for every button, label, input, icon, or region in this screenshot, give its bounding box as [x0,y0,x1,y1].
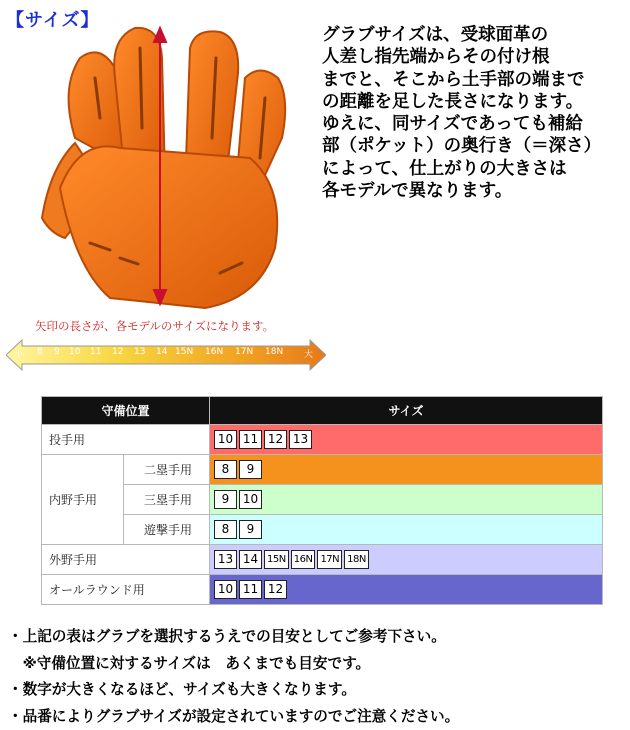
size-chip: 8 [214,520,237,539]
scale-label: 8 [37,347,43,357]
note-line: ・上記の表はグラブを選択するうえでの目安としてご参考下さい。 [8,628,446,645]
scale-label: 10 [69,347,81,357]
note-line: ・数字が大きくなるほど、サイズも大きくなります。 [8,681,356,698]
group-label: 内野手用 [42,455,124,545]
size-chip: 13 [214,550,237,569]
table-row [42,545,603,575]
description-line: 部（ポケット）の奥行き（＝深さ） [322,136,602,157]
size-chip: 12 [264,580,287,599]
size-chip: 8 [214,460,237,479]
size-chip: 11 [239,430,262,449]
size-chip: 12 [264,430,287,449]
size-chip: 14 [239,550,262,569]
size-cell [210,545,603,575]
scale-label: 小 [14,350,24,360]
scale-label: 16N [205,347,224,357]
table-row [42,425,603,455]
position-label: 遊撃手用 [124,515,210,545]
description-line: 各モデルで異なります。 [322,181,513,202]
size-chip: 18N [344,550,369,569]
table-row [42,455,603,485]
position-label: オールラウンド用 [42,575,210,605]
scale-label: 15N [175,347,194,357]
header-position: 守備位置 [42,397,210,425]
size-cell [210,485,603,515]
size-cell [210,425,603,455]
description-line: までと、そこから土手部の端まで [322,69,585,90]
size-chip: 9 [239,520,262,539]
table-row [42,515,603,545]
scale-label: 9 [54,347,60,357]
table-row [42,575,603,605]
size-chip: 9 [214,490,237,509]
description-line: によって、仕上がりの大きさは [322,158,567,179]
scale-label: 14 [156,347,168,357]
note-line: ・品番によりグラブサイズが設定されていますのでご注意ください。 [8,707,460,725]
size-chip: 17N [317,550,342,569]
section-title: 【サイズ】 [6,10,100,31]
size-chip: 15N [264,550,289,569]
size-cell [210,515,603,545]
size-chip: 9 [239,460,262,479]
note-line: ※守備位置に対するサイズは あくまでも目安です。 [8,654,371,672]
notes [8,624,628,730]
scale-label: 13 [134,347,146,357]
scale-label: 11 [90,347,102,357]
arrow-caption: 矢印の長さが、各モデルのサイズになります。 [35,319,275,333]
scale-label: 大 [304,350,314,360]
scale-label: 17N [235,347,254,357]
description [322,24,622,202]
size-cell [210,575,603,605]
position-label: 外野手用 [42,545,210,575]
size-table [41,396,603,605]
table-row [42,485,603,515]
size-chip: 11 [239,580,262,599]
size-chip: 10 [214,430,237,449]
position-label: 二塁手用 [124,455,210,485]
position-label: 投手用 [42,425,210,455]
size-cell [210,455,603,485]
size-chip: 13 [289,430,312,449]
size-chip: 16N [291,550,316,569]
header-size: サイズ [210,397,603,425]
size-chip: 10 [239,490,262,509]
glove-image [20,18,320,318]
description-line: ゆえに、同サイズであっても補給 [322,114,583,135]
position-label: 三塁手用 [124,485,210,515]
scale-labels [6,347,326,363]
description-line: 人差し指先端からその付け根 [322,47,550,68]
scale-label: 12 [112,347,124,357]
size-chip: 10 [214,580,237,599]
scale-label: 18N [265,347,284,357]
description-line: グラブサイズは、受球面革の [322,25,549,45]
description-line: の距離を足した長さになります。 [322,91,584,112]
